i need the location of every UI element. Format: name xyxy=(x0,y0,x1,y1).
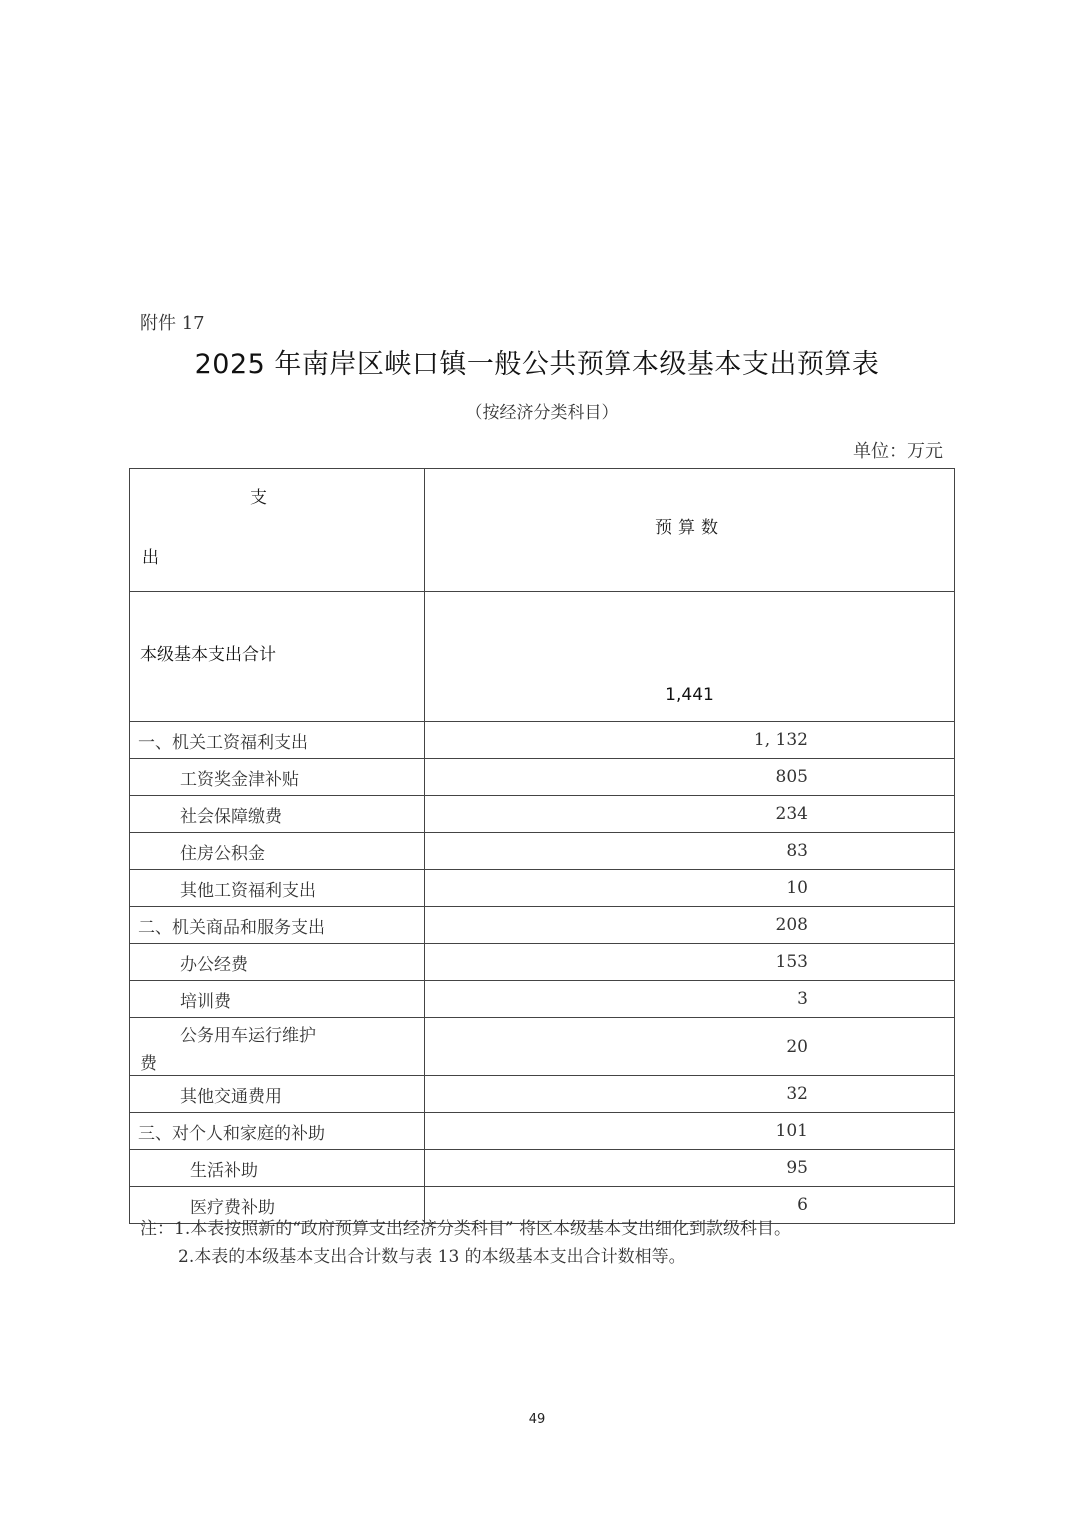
note-1: 注：1.本表按照新的“政府预算支出经济分类科目” 将区本级基本支出细化到款级科目。 xyxy=(140,1219,792,1239)
total-label: 本级基本支出合计 xyxy=(130,592,425,722)
row-value: 20 xyxy=(425,1018,955,1076)
page-subtitle: （按经济分类科目） xyxy=(465,403,619,423)
page-title: 2025 年南岸区峡口镇一般公共预算本级基本支出预算表 xyxy=(194,349,880,380)
total-row xyxy=(130,592,955,722)
row-value: 153 xyxy=(425,944,955,981)
row-label-line1: 公务用车运行维护 xyxy=(180,1026,316,1046)
header-expenditure-char2: 出 xyxy=(142,548,159,568)
row-value: 10 xyxy=(425,870,955,907)
row-label: 三、对个人和家庭的补助 xyxy=(130,1113,425,1150)
table-row xyxy=(130,759,955,796)
row-label: 住房公积金 xyxy=(130,833,425,870)
row-label: 办公经费 xyxy=(130,944,425,981)
row-value: 234 xyxy=(425,796,955,833)
row-value: 805 xyxy=(425,759,955,796)
header-expenditure-cell xyxy=(130,469,425,592)
table-row xyxy=(130,796,955,833)
row-label: 其他工资福利支出 xyxy=(130,870,425,907)
row-label-line2: 费 xyxy=(140,1054,157,1074)
total-value: 1,441 xyxy=(425,592,955,722)
table-row xyxy=(130,1113,955,1150)
row-label xyxy=(130,1018,425,1076)
row-label: 培训费 xyxy=(130,981,425,1018)
row-label: 社会保障缴费 xyxy=(130,796,425,833)
header-budget-amount: 预算数 xyxy=(425,469,955,592)
table-row xyxy=(130,1076,955,1113)
row-value: 32 xyxy=(425,1076,955,1113)
row-label: 二、机关商品和服务支出 xyxy=(130,907,425,944)
table-row xyxy=(130,907,955,944)
row-label: 生活补助 xyxy=(130,1150,425,1187)
table-header-row xyxy=(130,469,955,592)
row-value: 208 xyxy=(425,907,955,944)
row-value: 3 xyxy=(425,981,955,1018)
table-row xyxy=(130,833,955,870)
row-value: 83 xyxy=(425,833,955,870)
table-row xyxy=(130,1018,955,1076)
page-number: 49 xyxy=(528,1412,546,1427)
row-value: 1, 132 xyxy=(425,722,955,759)
row-value: 101 xyxy=(425,1113,955,1150)
row-label: 其他交通费用 xyxy=(130,1076,425,1113)
table-row xyxy=(130,1150,955,1187)
row-value: 6 xyxy=(425,1187,955,1224)
attachment-label: 附件 17 xyxy=(140,313,205,334)
table-row xyxy=(130,722,955,759)
header-expenditure-char1: 支 xyxy=(250,488,267,508)
table-row xyxy=(130,870,955,907)
row-label: 一、机关工资福利支出 xyxy=(130,722,425,759)
row-value: 95 xyxy=(425,1150,955,1187)
row-label: 工资奖金津补贴 xyxy=(130,759,425,796)
note-2: 2.本表的本级基本支出合计数与表 13 的本级基本支出合计数相等。 xyxy=(178,1247,686,1267)
table-row xyxy=(130,944,955,981)
unit-label: 单位：万元 xyxy=(853,441,943,462)
budget-table xyxy=(129,468,955,1224)
table-notes xyxy=(140,1215,791,1271)
table-row xyxy=(130,981,955,1018)
row-label: 医疗费补助 xyxy=(130,1187,425,1224)
